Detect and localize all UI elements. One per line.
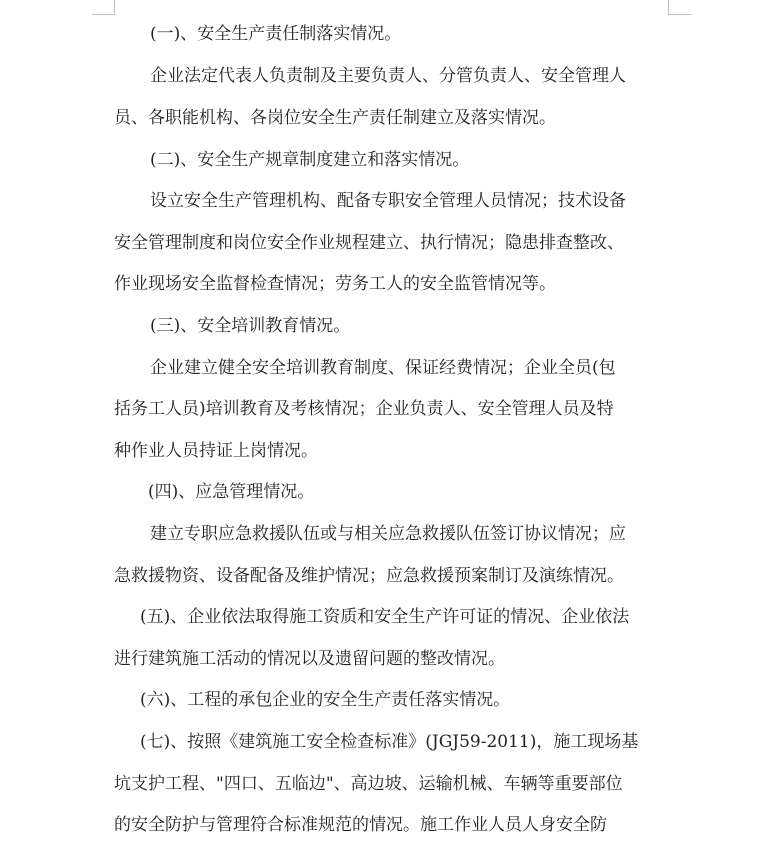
section-1-paragraph-line: 企业法定代表人负责制及主要负责人、分管负责人、安全管理人: [150, 66, 626, 86]
section-7-paragraph-line: 坑支护工程、"四口、五临边"、高边坡、运输机械、车辆等重要部位: [114, 774, 623, 794]
section-7-paragraph-line: 的安全防护与管理符合标准规范的情况。施工作业人员人身安全防: [114, 815, 607, 835]
section-5-paragraph-line: 进行建筑施工活动的情况以及遗留问题的整改情况。: [114, 649, 505, 669]
section-2-paragraph-line: 设立安全生产管理机构、配备专职安全管理人员情况；技术设备: [150, 191, 626, 211]
section-heading-1: (一)、安全生产责任制落实情况。: [150, 24, 402, 44]
section-4-paragraph-line: 建立专职应急救援队伍或与相关应急救援队伍签订协议情况；应: [150, 524, 626, 544]
section-3-paragraph-line: 种作业人员持证上岗情况。: [114, 441, 318, 461]
section-heading-3: (三)、安全培训教育情况。: [150, 316, 351, 336]
section-heading-6: (六)、工程的承包企业的安全生产责任落实情况。: [140, 690, 511, 710]
section-1-paragraph-line: 员、各职能机构、各岗位安全生产责任制建立及落实情况。: [114, 108, 556, 128]
section-2-paragraph-line: 作业现场安全监督检查情况；劳务工人的安全监管情况等。: [114, 274, 556, 294]
section-2-paragraph-line: 安全管理制度和岗位安全作业规程建立、执行情况；隐患排查整改、: [114, 233, 624, 253]
section-3-paragraph-line: 企业建立健全安全培训教育制度、保证经费情况；企业全员(包: [150, 358, 616, 378]
section-4-paragraph-line: 急救援物资、设备配备及维护情况；应急救援预案制订及演练情况。: [114, 566, 624, 586]
section-heading-4: (四)、应急管理情况。: [148, 482, 315, 502]
section-heading-2: (二)、安全生产规章制度建立和落实情况。: [150, 150, 470, 170]
section-3-paragraph-line: 括务工人员)培训教育及考核情况；企业负责人、安全管理人员及特: [114, 399, 614, 419]
section-heading-7: (七)、按照《建筑施工安全检查标准》(JGJ59-2011)，施工现场基: [140, 732, 639, 752]
section-heading-5: (五)、企业依法取得施工资质和安全生产许可证的情况、企业依法: [140, 607, 630, 627]
